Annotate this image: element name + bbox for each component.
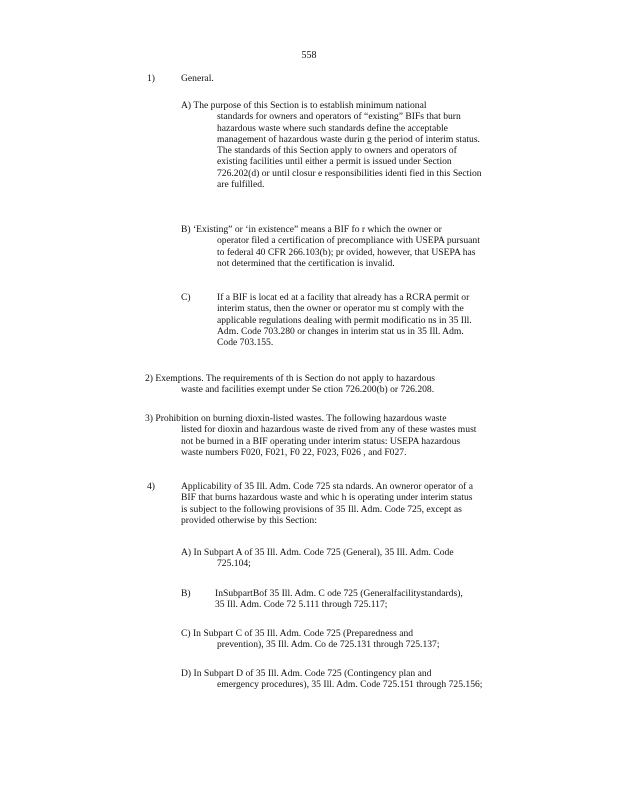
section-1-item-c-line: Code 703.155. xyxy=(217,337,274,349)
section-1-item-b-line: operator filed a certification of precompliance with USEPA pursuant xyxy=(217,235,480,247)
section-1-item-c xyxy=(217,292,472,348)
section-1-item-a-line: 726.202(d) or until closur e responsibilities identi fied in this Section xyxy=(217,167,482,179)
section-4-item-d xyxy=(181,668,482,691)
section-4-line: is subject to the following provisions of 35 Ill. Adm. Code 725, except as xyxy=(181,503,462,515)
section-4-item-c xyxy=(181,628,440,651)
section-1-item-c-line: applicable regulations dealing with permit modificatio ns in 35 Ill. xyxy=(217,314,472,326)
section-4-item-d-line: D) In Subpart D of 35 Ill. Adm. Code 725 (Contingency plan and xyxy=(181,668,432,679)
section-1-item-b-line: not determined that the certification is invalid. xyxy=(217,257,395,269)
section-4-line: Applicability of 35 Ill. Adm. Code 725 sta ndards. An owneror operator of a xyxy=(181,481,474,492)
section-1-item-b-line: B) ‘Existing” or ‘in existence” means a BIF fo r which the owner or xyxy=(181,224,442,235)
section-4-item-c-line: prevention), 35 Ill. Adm. Co de 725.131 through 725.137; xyxy=(217,639,440,651)
section-1-item-c-line: If a BIF is locat ed at a facility that already has a RCRA permit or xyxy=(217,292,470,303)
section-3-line: listed for dioxin and hazardous waste de rived from any of these wastes must xyxy=(181,424,477,436)
section-4-item-d-line: emergency procedures), 35 Ill. Adm. Code 725.151 through 725.156; xyxy=(217,679,483,691)
section-4-item-b-letter: B) xyxy=(181,588,191,599)
section-4-item-a-line: 725.104; xyxy=(217,558,251,570)
page-number: 558 xyxy=(301,50,317,61)
section-4-line: provided otherwise by this Section: xyxy=(181,514,317,526)
section-1-item-a-line: standards for owners and operators of “existing” BIFs that burn xyxy=(217,111,461,123)
section-1-number: 1) xyxy=(147,73,155,84)
section-1-item-a-line: existing facilities until either a permit is issued under Section xyxy=(217,156,452,168)
section-1-item-b-line: to federal 40 CFR 266.103(b); pr ovided, however, that USEPA has xyxy=(217,246,476,258)
section-4-item-c-line: C) In Subpart C of 35 Ill. Adm. Code 725 (Preparedness and xyxy=(181,628,414,639)
section-4-intro xyxy=(181,481,473,526)
section-4-item-b-line: InSubpartBof 35 Ill. Adm. C ode 725 (Generalfacilitystandards), xyxy=(215,588,463,599)
section-1-item-a xyxy=(181,100,482,190)
section-2-line: waste and facilities exempt under Se ction 726.200(b) or 726.208. xyxy=(181,384,435,396)
section-4-item-a-line: A) In Subpart A of 35 Ill. Adm. Code 725 (General), 35 Ill. Adm. Code xyxy=(181,547,454,558)
section-1-item-c-line: interim status, then the owner or operator mu st comply with the xyxy=(217,303,464,315)
section-4-number: 4) xyxy=(147,481,155,492)
section-3 xyxy=(145,413,476,458)
section-2-line: 2) Exemptions. The requirements of th is Section do not apply to hazardous xyxy=(145,373,435,384)
section-1-item-a-line: hazardous waste where such standards define the acceptable xyxy=(217,122,448,134)
section-1-heading: General. xyxy=(181,73,214,84)
section-1-item-c-letter: C) xyxy=(181,292,191,303)
section-4-item-a xyxy=(181,547,454,570)
section-1-item-b xyxy=(181,224,480,269)
section-4-item-b-line: 35 Ill. Adm. Code 72 5.111 through 725.117; xyxy=(215,599,388,611)
section-4-item-b xyxy=(215,588,463,611)
section-3-line: waste numbers F020, F021, F0 22, F023, F026 , and F027. xyxy=(181,446,407,458)
section-4-line: BIF that burns hazardous waste and whic h is operating under interim status xyxy=(181,492,473,504)
section-3-line: 3) Prohibition on burning dioxin-listed wastes. The following hazardous waste xyxy=(145,413,447,424)
section-2 xyxy=(145,373,435,396)
section-1-item-a-line: are fulfilled. xyxy=(217,179,265,191)
section-1-item-a-line: management of hazardous waste durin g the period of interim status. xyxy=(217,133,480,145)
section-1-item-a-line: A) The purpose of this Section is to establish minimum national xyxy=(181,100,427,111)
section-1-item-a-line: The standards of this Section apply to owners and operators of xyxy=(217,145,457,157)
section-3-line: not be burned in a BIF operating under interim status: USEPA hazardous xyxy=(181,435,461,447)
section-1-item-c-line: Adm. Code 703.280 or changes in interim stat us in 35 Ill. Adm. xyxy=(217,325,464,337)
